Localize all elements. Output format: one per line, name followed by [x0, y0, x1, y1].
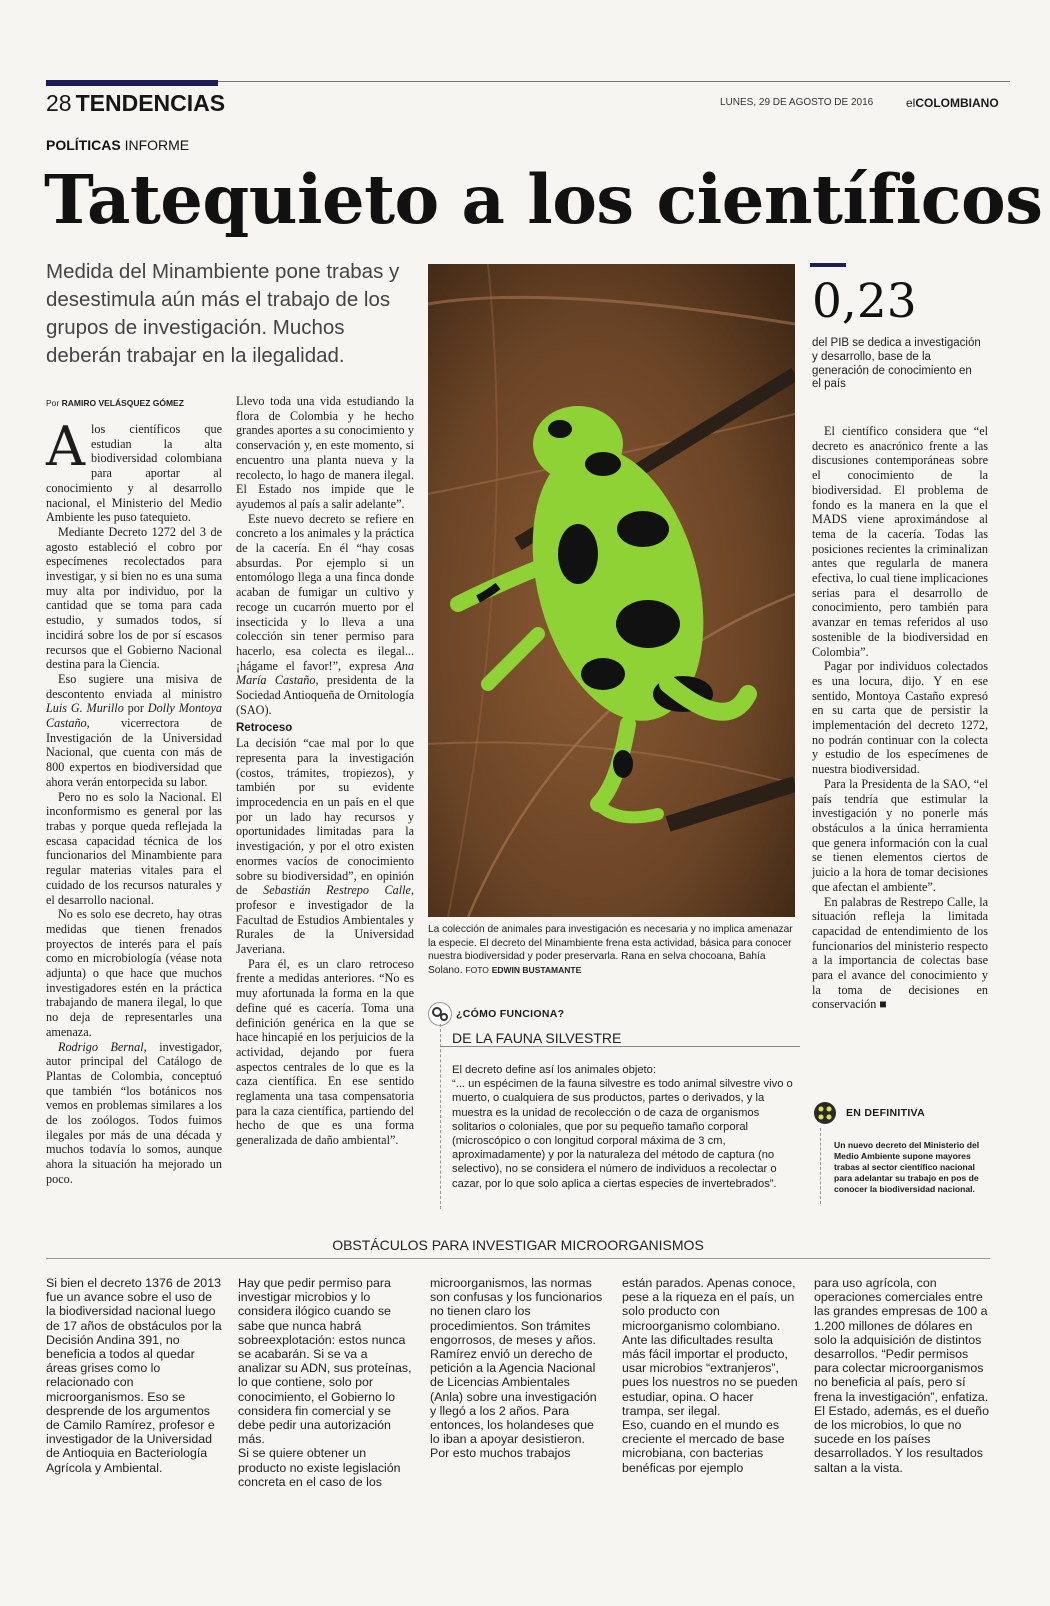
paragraph: los científicos que estudian la alta biodiversidad colombiana para aportar al conocimiento y al desarrollo nacional, el Ministerio del Medio Ambiente les puso tatequieto.: [46, 422, 222, 525]
paragraph: La decisión “cae mal por lo que representa para la investigación (costos, trámites, tropiezos), y también por su evidente improcedencia en un país en el que por un lado hay recursos y oportunidades limitadas para la investigación, y por el otro existen enormes vacíos de conocimiento sobre su biodiversidad”, en opinión de Sebastián Restrepo Calle, profesor e investigador de la Facultad de Estudios Ambientales y Rurales de la Universidad Javeriana.: [236, 736, 415, 957]
paragraph: Pero no es solo la Nacional. El inconformismo es general por las trabas y porque queda reflejada la escasa capacidad técnica de los funcionarios del Minambiente para regular materias vitales para el cuidado de los recursos naturales y el desarrollo nacional.: [46, 789, 222, 907]
gears-icon: [428, 1002, 452, 1026]
paragraph: Eso sugiere una misiva de descontento enviada al ministro Luis G. Murillo por Dolly Montoya Castaño, vicerrectora de Investigación de la Universidad Nacional, que cuenta con más de 800 expertos en biodiversidad que ahora verán entorpecida su labor.: [46, 671, 223, 789]
article-column-2: [236, 394, 414, 1148]
issue-date: LUNES, 29 DE AGOSTO DE 2016: [720, 97, 874, 108]
section-bar: [46, 80, 218, 86]
how-quote: “... un espécimen de la fauna silvestre es todo animal silvestre vivo o muerto, o cualquiera de sus productos, partes o derivados, y la muestra es la unidad de recolección o de caza de organismos solitarios o coloniales, que por su pequeño tamaño corporal (microscópico o con longitud corporal máxima de 3 cm, aproximadamente) y por la naturaleza del método de captura (no selectivo), no se considera el número de individuos a recolectar o cazar, por lo que solo aplica a ciertas especies de invertebrados”.: [452, 1078, 793, 1190]
how-text: [452, 1063, 797, 1191]
paragraph: En palabras de Restrepo Calle, la situación refleja la limitada capacidad de entendimiento de los funcionarios del ministerio respecto a la importancia de colectas base para el avance del conocimiento y la toma de decisiones en conservación ■: [812, 894, 988, 1012]
headline: Tatequieto a los científicos: [44, 160, 1043, 239]
paragraph: Eso, cuando en el mundo es creciente el mercado de base microbiana, con bacterias benéficas por ejemplo: [622, 1418, 785, 1475]
kicker: [46, 137, 189, 153]
how-rule: [440, 1046, 800, 1047]
obstacles-column-4: [622, 1276, 798, 1475]
caption-text: La colección de animales para investigación es necesaria y no implica amenazar la especie. El decreto del Minambiente frena esta actividad, básica para conocer nuestra biodiversidad y poder preservarla. Rana en selva chocoana, Bahía Solano.: [428, 924, 793, 976]
frog-on-leaf-illustration: [428, 264, 795, 917]
summary-text: Un nuevo decreto del Ministerio del Medio Ambiente supone mayores trabas al sector científico nacional para adelantar su trabajo en pos de conocer la biodiversidad nacional.: [834, 1140, 980, 1194]
section-name: TENDENCIAS: [75, 90, 226, 116]
obstacles-column-1: [46, 1276, 222, 1475]
paper-prefix: el: [906, 96, 916, 110]
byline: [46, 398, 184, 408]
paragraph: Hay que pedir permiso para investigar microbios y lo considera ilógico cuando se sabe que nunca habrá sobreexplotación: estos nunca se acabarán. Si se va a analizar su ADN, sus proteínas, lo que contiene, solo por conocimiento, el Gobierno lo considera fin comercial y se debe pedir una autorización más.: [238, 1276, 412, 1447]
subhead: Medida del Minambiente pone trabas y desestimula aún más el trabajo de los grupos de investigación. Muchos deberán trabajar en la ilegalidad.: [46, 260, 400, 367]
byline-prefix: Por: [46, 398, 60, 408]
summary-title: EN DEFINITIVA: [846, 1107, 925, 1119]
summary-icon: [814, 1102, 836, 1124]
paragraph: El Estado, además, es el dueño de los microbios, lo que no sucede en los países desarrollados. Y los resultados saltan a la vista.: [814, 1403, 989, 1475]
newspaper-logo: [906, 96, 999, 110]
how-subtitle: DE LA FAUNA SILVESTRE: [452, 1030, 622, 1046]
photo-caption: [428, 923, 798, 977]
paragraph: Rodrigo Bernal, investigador, autor principal del Catálogo de Plantas de Colombia, conceptuó que también “los botánicos nos vemos en problemas similares a los de los zoólogos. Todos fuimos ilegales por más de una década y muchos todavía lo somos, aunque ahora la situación ha mejorado un poco.: [46, 1039, 223, 1186]
obstacles-rule: [46, 1258, 990, 1259]
credit-name: EDWIN BUSTAMANTE: [491, 964, 582, 975]
article-column-1: [46, 415, 223, 1187]
paragraph: Mediante Decreto 1272 del 3 de agosto estableció el cobro por especímenes recolectados para investigar, y si bien no es una suma muy alta por individuo, por la cantidad que se toma para cada estudio, y sumados todos, sí incidirá sobre los de por sí escasos recursos que el Gobierno Nacional destina para la Ciencia.: [46, 524, 222, 672]
paragraph: Por esto muchos trabajos: [430, 1446, 571, 1461]
stat-description: del PIB se dedica a investigación y desarrollo, base de la generación de conocimiento en el país: [812, 337, 981, 391]
credit-label: FOTO: [465, 964, 489, 975]
paper-name: COLOMBIANO: [915, 96, 999, 110]
frog-photo: [428, 264, 795, 917]
paragraph: Si bien el decreto 1376 de 2013 fue un avance sobre el uso de la biodiversidad nacional luego de 17 años de obstáculos por la Decisión Andina 391, no beneficia a todos al quedar áreas grises como lo relacionado con microorganismos. Eso se desprende de los argumentos de Camilo Ramírez, profesor e investigador de la Universidad de Antioquia en Bacteriología Agrícola y Ambiental.: [46, 1276, 222, 1475]
paragraph: Pagar por individuos colectados es una locura, dijo. Y en ese sentido, Montoya Castaño expresó en su carta que de persistir la implementación del decreto 1272, no podrán continuar con la colecta y estudio de los especímenes de nuestra biodiversidad.: [812, 659, 988, 777]
how-title: ¿CÓMO FUNCIONA?: [456, 1008, 565, 1020]
end-mark: ■: [879, 997, 887, 1012]
paragraph: Este nuevo decreto se refiere en concreto a los animales y la práctica de la cacería. En él “hay cosas absurdas. Por ejemplo si un entomólogo llega a una finca donde acaban de fumigar un cultivo y recoge un cucarrón muerto por el insecticida y lo lleva a una colección sin tener permiso para hacerlo, esa colecta es ilegal... ¡hágame el favor!”, expresa Ana María Castaño, presidenta de la Sociedad Antioqueña de Ornitología (SAO).: [236, 511, 415, 717]
paragraph: están parados. Apenas conoce, pese a la riqueza en el país, un solo producto con microorganismo colombiano. Ante las dificultades resulta más fácil importar el producto, usar microbios “extranjeros”, pues los nuestros no se pueden estudiar, opina. O hacer trampa, ser ilegal.: [622, 1276, 798, 1418]
how-intro: El decreto define así los animales objeto:: [452, 1064, 656, 1076]
paragraph: Llevo toda una vida estudiando la flora de Colombia y he hecho grandes aportes a su conocimiento y conservación y, en este momento, si encuentro una planta nueva y la recolecto, lo hago de manera ilegal. El Estado nos impide que le ayudemos al país a salir adelante”.: [236, 394, 414, 511]
obstacles-column-3: [430, 1276, 606, 1461]
summary-rule: [820, 1128, 822, 1204]
obstacles-column-2: [238, 1276, 414, 1489]
paragraph: Para la Presidenta de la SAO, “el país tendría que estimular la investigación y no ponerle más obstáculos a la única herramienta que genera información con la cual se tienen elementos ciertos de juicio a la hora de tomar decisiones que afectan el ambiente”.: [812, 776, 988, 894]
article-column-3: [812, 424, 988, 1012]
paragraph: microorganismos, las normas son confusas y los funcionarios no tienen claro los procedimientos. Son trámites engorrosos, de meses y años. Ramírez envió un derecho de petición a la Agencia Nacional de Licencias Ambientales (Anla) sobre una investigación y llegó a los 2 años. Para entonces, los holandeses que lo iban a apoyar desistieron.: [430, 1276, 603, 1447]
kicker-strong: POLÍTICAS: [46, 137, 121, 153]
paragraph: Si se quiere obtener un producto no existe legislación concreta en el caso de los: [238, 1446, 401, 1489]
page-header-section: [46, 90, 225, 117]
paragraph: para uso agrícola, con operaciones comerciales entre las grandes empresas de 100 a 1.200 millones de dólares en solo la adquisición de distintos desarrollos. “Pedir permisos para colectar microorganismos no beneficia al país, pero sí frena la investigación”, enfatiza.: [814, 1276, 989, 1404]
byline-author: RAMIRO VELÁSQUEZ GÓMEZ: [61, 398, 184, 408]
obstacles-title: OBSTÁCULOS PARA INVESTIGAR MICROORGANISMOS: [332, 1237, 704, 1253]
paragraph: Para él, es un claro retroceso frente a medidas anteriores. “No es muy afortunada la forma en la que define qué es cacería. Toma una definición genérica en la que se hace hincapié en los perjuicios de la actividad, dejando por fuera aspectos centrales de lo que es la caza científica. En ese sentido reglamenta una tasa compensatoria para la caza científica, partiendo del hecho de que es una forma generalizada de daño ambiental”.: [236, 956, 414, 1148]
dropcap: A: [46, 415, 85, 478]
how-vertical-rule: [440, 1024, 442, 1209]
paragraph: No es solo ese decreto, hay otras medidas que tienen frenados proyectos de interés para el país como en microbiología (véase nota adjunta) o que hace que muchos investigadores estén en la práctica trabajando de manera ilegal, lo que no deja de representarles una amenaza.: [46, 907, 222, 1039]
subheading-retroceso: Retroceso: [236, 722, 293, 735]
paragraph: El científico considera que “el decreto es anacrónico frente a las discusiones contemporáneas sobre el conocimiento de la biodiversidad. El problema de fondo es la manera en la que el MADS viene aproximándose al tema de la cacería. Todas las posiciones recientes la criminalizan antes que regularla de manera efectiva, lo cual tiene implicaciones serias para el desarrollo de conocimiento, pero también para avanzar en temas referidos al uso sostenible de la biodiversidad en Colombia”.: [812, 424, 988, 659]
kicker-light: INFORME: [124, 137, 190, 153]
stat-bar: [810, 263, 846, 267]
stat-number: 0,23: [812, 274, 917, 329]
obstacles-column-5: [814, 1276, 994, 1475]
page-number: 28: [46, 90, 72, 116]
